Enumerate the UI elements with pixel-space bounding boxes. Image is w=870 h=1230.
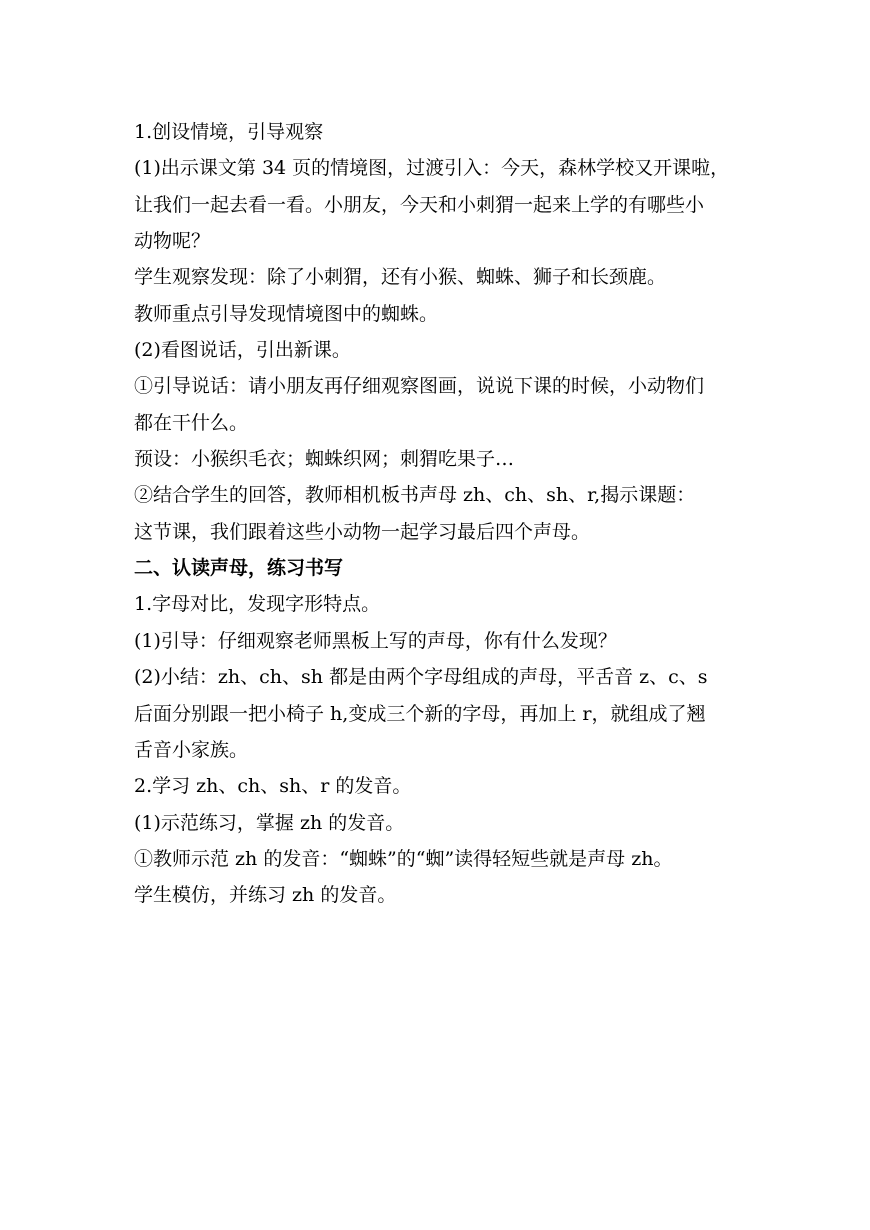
paragraph-line: (1)示范练习，掌握 zh 的发音。 bbox=[134, 811, 405, 834]
paragraph-line: ①引导说话：请小朋友再仔细观察图画，说说下课的时候，小动物们 bbox=[134, 375, 705, 398]
section-heading: 二、认读声母，练习书写 bbox=[134, 557, 344, 580]
section-heading: 1.创设情境，引导观察 bbox=[134, 121, 324, 143]
paragraph-line: 学生观察发现：除了小刺猬，还有小猴、蜘蛛、狮子和长颈鹿。 bbox=[134, 266, 667, 289]
paragraph-line: 动物呢？ bbox=[134, 230, 211, 253]
paragraph-line: 后面分别跟一把小椅子 h,变成三个新的字母，再加上 r，就组成了翘 bbox=[134, 702, 706, 725]
document-body bbox=[134, 114, 754, 914]
paragraph-line: ②结合学生的回答，教师相机板书声母 zh、ch、sh、r,揭示课题： bbox=[134, 484, 696, 507]
paragraph-line: 预设：小猴织毛衣；蜘蛛织网；刺猬吃果子… bbox=[134, 448, 515, 471]
paragraph-line: 这节课，我们跟着这些小动物一起学习最后四个声母。 bbox=[134, 520, 591, 543]
paragraph-line: 学生模仿，并练习 zh 的发音。 bbox=[134, 884, 397, 907]
paragraph-line: (1)引导：仔细观察老师黑板上写的声母，你有什么发现？ bbox=[134, 629, 617, 652]
paragraph-line: 舌音小家族。 bbox=[134, 738, 249, 761]
subsection-heading: 1.字母对比，发现字形特点。 bbox=[134, 593, 381, 616]
paragraph-line: (2)小结：zh、ch、sh 都是由两个字母组成的声母，平舌音 z、c、s bbox=[134, 666, 708, 689]
paragraph-line: ①教师示范 zh 的发音：“蜘蛛”的“蜘”读得轻短些就是声母 zh。 bbox=[134, 847, 673, 870]
paragraph-line: 教师重点引导发现情境图中的蜘蛛。 bbox=[134, 302, 439, 325]
subsection-heading: 2.学习 zh、ch、sh、r 的发音。 bbox=[134, 775, 412, 798]
paragraph-line: 让我们一起去看一看。小朋友，今天和小刺猬一起来上学的有哪些小 bbox=[134, 193, 705, 216]
paragraph-line: 都在干什么。 bbox=[134, 411, 249, 434]
paragraph-line: (1)出示课文第 34 页的情境图，过渡引入：今天，森林学校又开课啦， bbox=[134, 157, 730, 180]
paragraph-line: (2)看图说话，引出新课。 bbox=[134, 339, 351, 362]
